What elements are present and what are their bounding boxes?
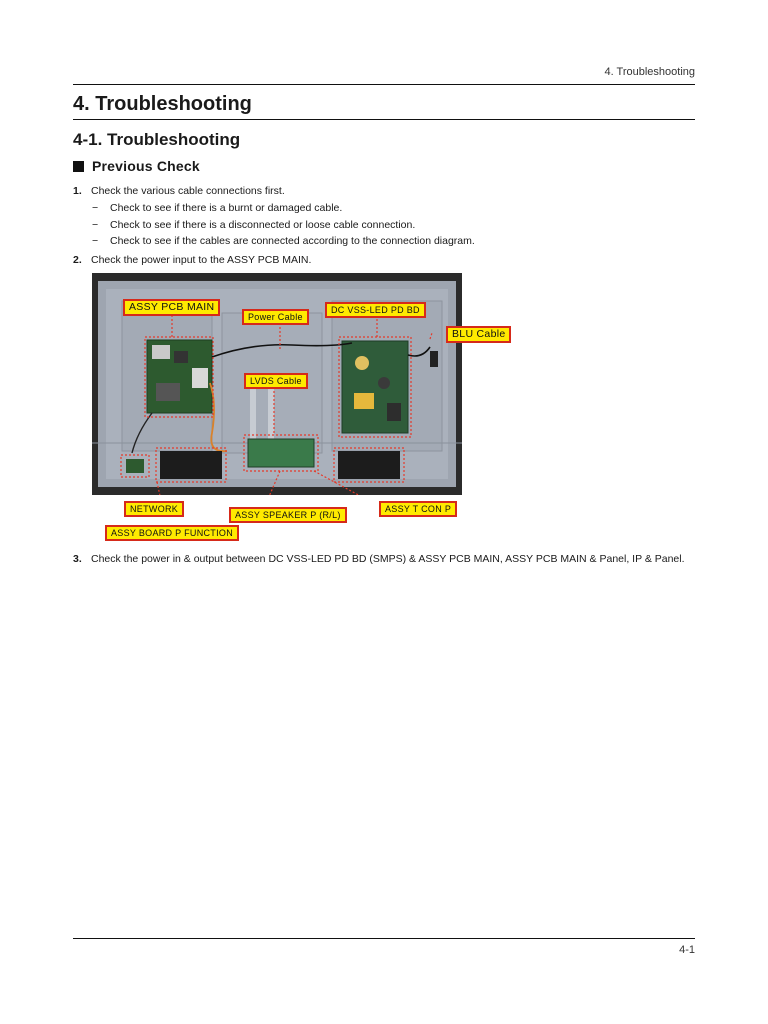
step-text: Check the power input to the ASSY PCB MAIN. <box>91 254 312 266</box>
running-header: 4. Troubleshooting <box>604 66 695 78</box>
step-text: Check the power in & output between DC VSS-LED PD BD (SMPS) & ASSY PCB MAIN, ASSY PCB MAIN & Panel, IP & Panel. <box>91 553 685 565</box>
chapter-title: 4. Troubleshooting <box>73 93 252 115</box>
square-bullet-icon <box>73 161 84 172</box>
header-rule <box>73 84 695 85</box>
title-rule <box>73 119 695 120</box>
bullet-item <box>92 219 415 232</box>
label-assy-speaker-p: ASSY SPEAKER P (R/L) <box>229 507 347 523</box>
page-number: 4-1 <box>679 944 695 956</box>
label-assy-pcb-main: ASSY PCB MAIN <box>123 299 220 316</box>
section-title: 4-1. Troubleshooting <box>73 130 241 149</box>
step-number: 3. <box>73 553 82 565</box>
label-dc-vss-led-pd-bd: DC VSS-LED PD BD <box>325 302 426 318</box>
dash-icon: − <box>92 202 99 214</box>
step-text: Check the various cable connections first. <box>91 185 285 197</box>
label-network: NETWORK <box>124 501 184 517</box>
step-number: 1. <box>73 185 82 197</box>
bullet-item <box>92 202 342 215</box>
bullet-text: Check to see if there is a disconnected or loose cable connection. <box>110 219 416 231</box>
bullet-item <box>92 235 475 248</box>
dash-icon: − <box>92 219 99 231</box>
footer-rule <box>73 938 695 939</box>
label-assy-t-con-p: ASSY T CON P <box>379 501 457 517</box>
subsection-title-text: Previous Check <box>92 158 200 174</box>
dash-icon: − <box>92 235 99 247</box>
label-power-cable: Power Cable <box>242 309 309 325</box>
label-assy-board-p-function: ASSY BOARD P FUNCTION <box>105 525 239 541</box>
label-lvds-cable: LVDS Cable <box>244 373 308 389</box>
bullet-text: Check to see if there is a burnt or damaged cable. <box>110 202 343 214</box>
label-blu-cable: BLU Cable <box>446 326 511 343</box>
step-number: 2. <box>73 254 82 266</box>
bullet-text: Check to see if the cables are connected according to the connection diagram. <box>110 235 475 247</box>
subsection-title <box>73 158 200 174</box>
